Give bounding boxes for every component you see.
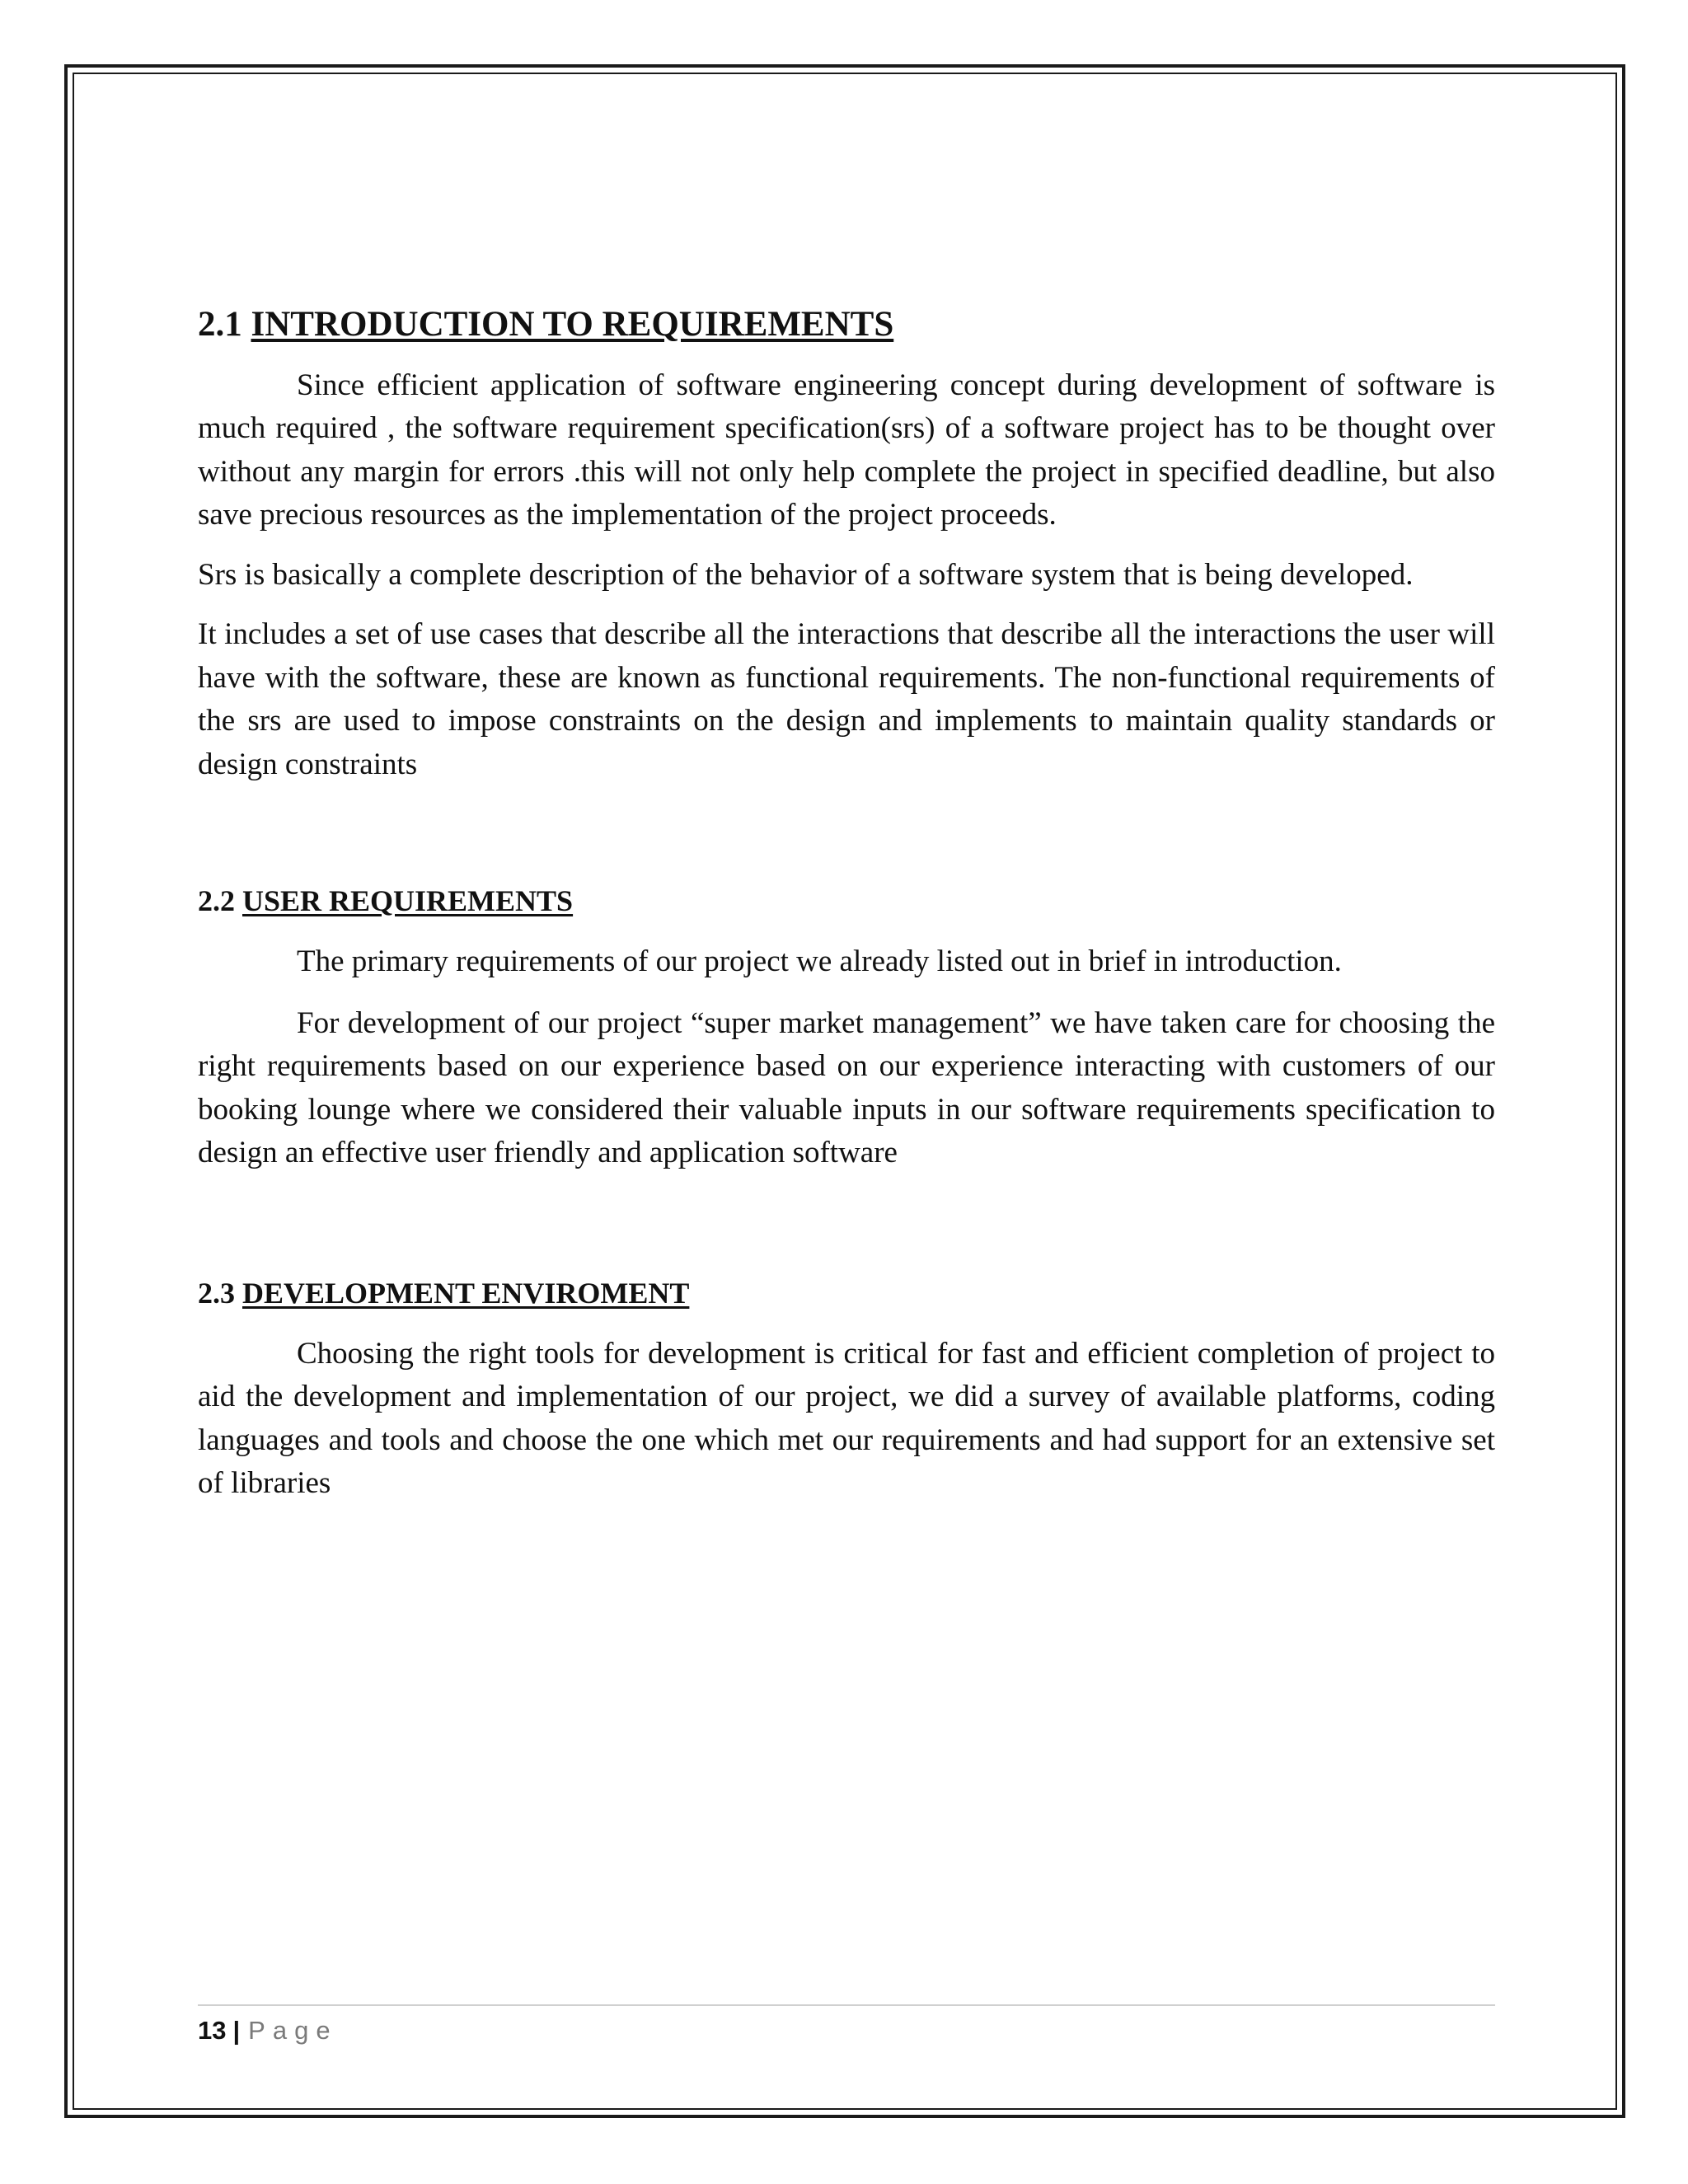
section-title: USER REQUIREMENTS [242, 884, 574, 918]
page-footer [198, 2016, 338, 2046]
footer-divider [198, 2004, 1495, 2006]
section-heading-2-2 [198, 883, 1495, 919]
paragraph: Srs is basically a complete description of the behavior of a software system that is being developed. [198, 557, 1414, 592]
paragraph: The primary requirements of our project we already listed out in brief in introduction. [297, 944, 1342, 979]
paragraph: For development of our project “super market management” we have taken care for choosing the right requirements based on our experience based on our experience interacting with customers of our booking lounge where we considered their valuable inputs in our software requirements specification to design an effective user friendly and application software [198, 1005, 1495, 1170]
section-heading-2-1 [198, 303, 1495, 346]
section-title: DEVELOPMENT ENVIROMENT [242, 1276, 690, 1310]
section-heading-2-3 [198, 1276, 1495, 1311]
document-body [198, 303, 1495, 1506]
page-label: Page [248, 2016, 338, 2045]
section-number: 2.2 [198, 884, 235, 918]
paragraph: Since efficient application of software engineering concept during development of software is much required , the software requirement specification(srs) of a software project has to be thought over without any margin for errors .this will not only help complete the project in specified deadline, but also save precious resources as the implementation of the project proceeds. [198, 368, 1495, 532]
paragraph: It includes a set of use cases that describe all the interactions that describe all the interactions the user will have with the software, these are known as functional requirements. The non-functional requirements of the srs are used to impose constraints on the design and implements to maintain quality standards or design constraints [198, 617, 1495, 781]
page-number: 13 [198, 2016, 227, 2045]
section-number: 2.1 [198, 305, 242, 344]
section-title: INTRODUCTION TO REQUIREMENTS [251, 305, 894, 344]
paragraph: Choosing the right tools for development is critical for fast and efficient completion of project to aid the development and implementation of our project, we did a survey of available platforms, coding languages and tools and choose the one which met our requirements and had support for an extensive set of libraries [198, 1336, 1495, 1501]
footer-separator: | [232, 2016, 241, 2045]
section-number: 2.3 [198, 1276, 235, 1310]
